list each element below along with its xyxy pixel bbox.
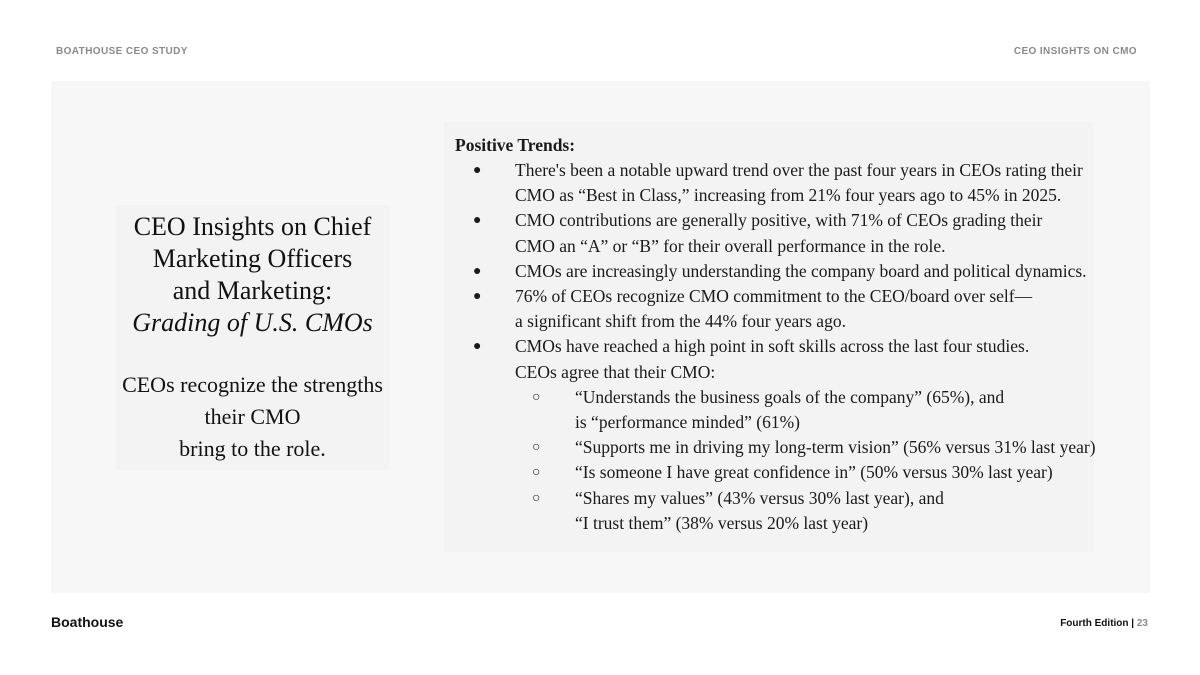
section-heading: Positive Trends: — [455, 135, 576, 155]
title-line-4: Grading of U.S. CMOs — [132, 308, 373, 337]
sub-list-item-line: “I trust them” (38% versus 20% last year) — [575, 512, 869, 533]
sub-bullet-icon: ○ — [532, 490, 541, 506]
edition-label: Fourth Edition | — [1060, 618, 1137, 629]
page-number: 23 — [1136, 618, 1148, 629]
list-item-line: CMOs are increasingly understanding the company board and political dynamics. — [515, 260, 1087, 281]
sub-list-item — [444, 385, 1094, 435]
sub-bullet-icon: ○ — [532, 440, 541, 456]
title-line-1: CEO Insights on Chief — [133, 212, 372, 241]
list-item — [444, 334, 1094, 384]
sub-list-item-line: is “performance minded” (61%) — [575, 412, 800, 433]
slide-title — [115, 211, 390, 339]
footer-edition — [1060, 618, 1148, 629]
list-item-line: CMO an “A” or “B” for their overall performance in the role. — [515, 235, 946, 256]
list-item-line: CEOs agree that their CMO: — [515, 361, 716, 382]
sub-list-item-line: “Understands the business goals of the company” (65%), and — [575, 386, 1005, 407]
list-item-line: CMOs have reached a high point in soft skills across the last four studies. — [515, 336, 1030, 357]
sub-list-item-line: “Is someone I have great confidence in” (50% versus 30% last year) — [575, 462, 1053, 483]
sub-bullet-icon: ○ — [532, 465, 541, 481]
title-line-3: and Marketing: — [172, 276, 333, 305]
sub-list-item-line: “Shares my values” (43% versus 30% last year), and — [575, 487, 944, 508]
bullet-icon: ● — [473, 213, 482, 229]
sub-list-item — [444, 486, 1094, 536]
sub-bullet-icon: ○ — [532, 389, 541, 405]
header-study-label: BOATHOUSE CEO STUDY — [56, 46, 188, 57]
list-item — [444, 259, 1094, 284]
subtitle-line-3: bring to the role. — [179, 436, 326, 461]
sub-list-item-line: “Supports me in driving my long-term vision” (56% versus 31% last year) — [575, 437, 1096, 458]
title-box — [115, 205, 390, 470]
list-item-line: CMO as “Best in Class,” increasing from 21% four years ago to 45% in 2025. — [515, 185, 1062, 206]
brand-logo: Boathouse — [51, 614, 124, 630]
bullet-icon: ● — [473, 339, 482, 355]
title-line-2: Marketing Officers — [152, 244, 353, 273]
subtitle-line-1: CEOs recognize the strengths — [122, 372, 383, 397]
header-section-label: CEO INSIGHTS ON CMO — [1013, 46, 1137, 57]
list-item — [444, 208, 1094, 258]
list-item-line: 76% of CEOs recognize CMO commitment to the CEO/board over self— — [515, 286, 1033, 307]
list-item-line: CMO contributions are generally positive, with 71% of CEOs grading their — [515, 210, 1043, 231]
list-item — [444, 284, 1094, 334]
bullet-list — [444, 158, 1094, 536]
list-item-line: a significant shift from the 44% four years ago. — [515, 311, 846, 332]
content-box — [444, 122, 1094, 552]
subtitle-line-2: their CMO — [204, 404, 301, 429]
bullet-icon: ● — [473, 163, 482, 178]
sub-list-item — [444, 435, 1094, 460]
slide-subtitle — [115, 369, 390, 465]
list-item — [444, 158, 1094, 208]
bullet-icon: ● — [473, 289, 482, 305]
bullet-icon: ● — [473, 263, 482, 279]
list-item-line: There's been a notable upward trend over the past four years in CEOs rating their — [515, 160, 1083, 180]
sub-list-item — [444, 460, 1094, 485]
